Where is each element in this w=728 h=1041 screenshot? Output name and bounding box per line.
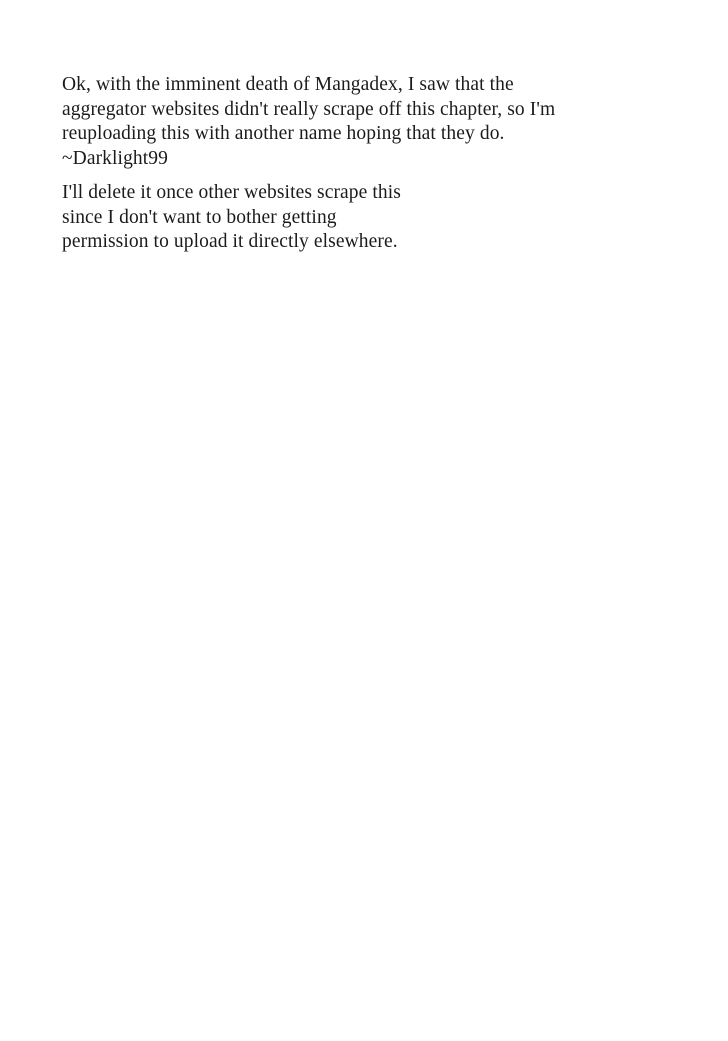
deletion-note-line: I'll delete it once other websites scrape this xyxy=(62,182,401,203)
deletion-note-line: permission to upload it directly elsewhere. xyxy=(62,231,398,253)
uploader-note-line: Ok, with the imminent death of Mangadex, I saw that the xyxy=(62,74,514,95)
deletion-note-line: since I don't want to bother getting xyxy=(62,206,337,228)
deletion-note xyxy=(62,181,401,255)
uploader-note-line: reuploading this with another name hoping that they do. xyxy=(62,123,505,145)
uploader-signature: ~Darklight99 xyxy=(62,147,168,169)
uploader-note xyxy=(62,73,555,171)
uploader-note-line: aggregator websites didn't really scrape off this chapter, so I'm xyxy=(62,98,556,120)
